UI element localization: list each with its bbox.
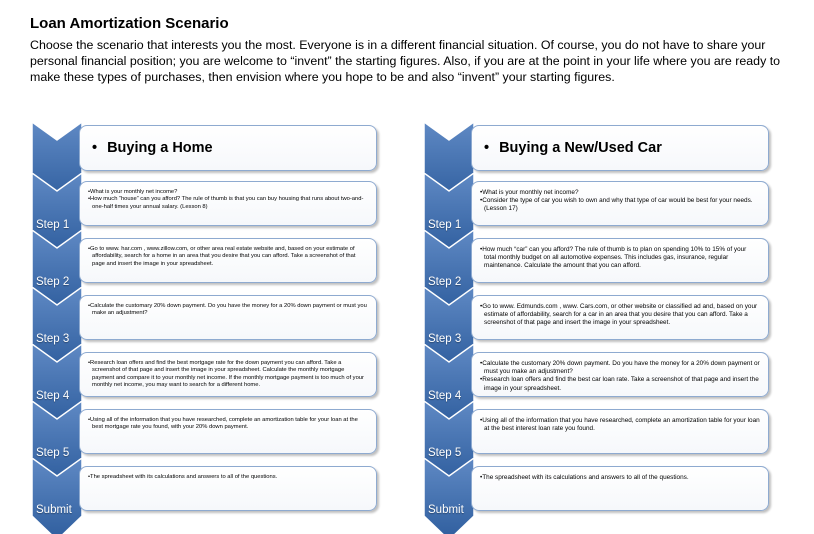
step-bullet: • Using all of the information that you have researched, complete an amortization table for your loan at the best interest loan rate you found. [480,417,760,433]
car-step-box [471,466,769,511]
car-step-label: Submit [428,504,464,516]
car-step-label: Step 3 [428,333,462,345]
home-step-text [88,360,368,390]
car-step-chevron [424,458,474,534]
home-header [79,125,377,171]
home-step-text [88,474,368,481]
car-step-box [471,409,769,454]
home-step-text [88,417,368,432]
home-step-box [79,181,377,226]
home-step-label: Step 2 [36,276,70,288]
home-scenario [32,122,377,532]
intro-paragraph: Choose the scenario that interests you the most. Everyone is in a different financial situation. Of course, you do not have to share your personal financial position; you are welcome to “invent” the starting figures. Also, if you are at the point in your life where you are ready to make these types of purchases, then envision where you hope to be and also “invent” your starting figures. [30,38,781,84]
car-step-box [471,181,769,226]
home-step-box [79,466,377,511]
home-step-label: Step 3 [36,333,70,345]
step-bullet: • What is your monthly net income? [480,189,760,197]
car-header [471,125,769,171]
car-step-text [480,360,760,393]
step-bullet: • The spreadsheet with its calculations and answers to all of the questions. [88,474,368,481]
step-bullet: • Go to www. Edmunds.com , www. Cars.com, or other website or classified ad and, based on your estimate of affordability, search for a car in an area that you desire that you can afford. Take a screenshot of that page and insert the image in your spreadsheet. [480,303,760,328]
step-bullet: • Go to www. har.com , www.zillow.com, or other area real estate website and, based on your estimate of affordability, search for a home in an area that you desire that you can afford. Take a screenshot of that page and insert the image in your spreadsheet. [88,246,368,268]
home-step-chevron [32,458,82,534]
car-step-box [471,238,769,283]
car-step-text [480,246,760,271]
step-bullet: • What is your monthly net income? [88,189,368,196]
step-bullet: • Research loan offers and find the best car loan rate. Take a screenshot of that page and insert the image in your spreadsheet. [480,376,760,392]
step-bullet: • Using all of the information that you have researched, complete an amortization table for your loan at the best mortgage rate you found, with your 20% down payment. [88,417,368,432]
home-step-text [88,189,368,211]
step-bullet: • The spreadsheet with its calculations and answers to all of the questions. [480,474,760,482]
car-step-box [471,295,769,340]
home-step-label: Step 4 [36,390,70,402]
car-step-text [480,189,760,214]
car-step-box [471,352,769,397]
car-step-text [480,417,760,433]
car-scenario [424,122,769,532]
home-step-label: Submit [36,504,72,516]
car-step-label: Step 5 [428,447,462,459]
step-bullet: • Calculate the customary 20% down payment. Do you have the money for a 20% down payment or must you make an adjustment? [480,360,760,376]
step-bullet: • Calculate the customary 20% down payment. Do you have the money for a 20% down payment or must you make an adjustment? [88,303,368,318]
home-step-box [79,409,377,454]
car-step-label: Step 2 [428,276,462,288]
car-step-label: Step 4 [428,390,462,402]
home-step-text [88,246,368,268]
car-step-text [480,303,760,328]
step-bullet: • How much “car” can you afford? The rule of thumb is to plan on spending 10% to 15% of your total monthly budget on all automotive expenses. This includes gas, insurance, regular maintenance. Calculate the amount that you can afford. [480,246,760,271]
home-step-box [79,238,377,283]
page-title: Loan Amortization Scenario [30,15,229,32]
step-bullet: • Research loan offers and find the best mortgage rate for the down payment you can afford. Take a screenshot of that page and insert the image in your spreadsheet. Calculate the monthly mortgage payment and compare it to your monthly net income. If the monthly mortgage payment is too much of your monthly net income, you may want to search for a different home. [88,360,368,390]
home-step-text [88,303,368,318]
home-header-text: • Buying a Home [80,140,213,156]
step-bullet: • How much “house” can you afford? The rule of thumb is that you can buy housing that runs about two-and-one-half times your annual salary. (Lesson 8) [88,196,368,211]
home-step-label: Step 1 [36,219,70,231]
car-step-label: Step 1 [428,219,462,231]
home-step-box [79,352,377,397]
car-step-text [480,474,760,482]
step-bullet: • Consider the type of car you wish to own and why that type of car would be best for your needs. (Lesson 17) [480,197,760,213]
home-step-label: Step 5 [36,447,70,459]
car-header-text: • Buying a New/Used Car [472,140,662,156]
home-step-box [79,295,377,340]
